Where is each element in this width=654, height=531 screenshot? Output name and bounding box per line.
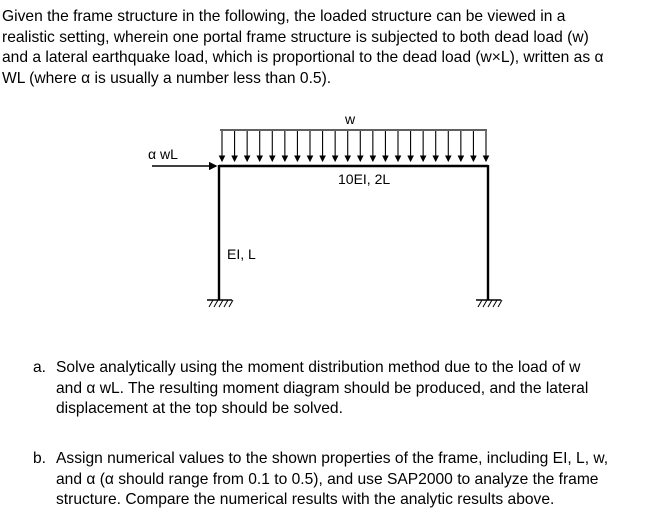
intro-line: Given the frame structure in the following, the loaded structure can be viewed in a xyxy=(2,8,566,25)
beam-label: 10EI, 2L xyxy=(338,171,391,187)
question-line: Assign numerical values to the shown properties of the frame, including EI, L, w, xyxy=(56,450,609,467)
intro-line: WL (where α is usually a number less than 0.5). xyxy=(2,69,332,87)
lateral-load-label: α wL xyxy=(148,146,178,162)
distributed-load-label: w xyxy=(345,111,356,127)
intro-line: and a lateral earthquake load, which is proportional to the dead load (w×L), written as α xyxy=(2,49,604,66)
left-fixed-support xyxy=(207,300,233,307)
question-line: Solve analytically using the moment distribution method due to the load of w xyxy=(56,359,581,376)
question-marker: b. xyxy=(33,450,47,467)
right-fixed-support xyxy=(476,300,502,307)
distributed-load-arrows xyxy=(222,131,486,161)
intro-line: realistic setting, wherein one portal frame structure is subjected to both dead load (w) xyxy=(2,28,589,46)
column-label: EI, L xyxy=(227,246,256,262)
question-line: and α (α should range from 0.1 to 0.5), and use SAP2000 to analyze the frame xyxy=(56,470,599,488)
question-line: displacement at the top should be solved. xyxy=(56,400,343,417)
question-marker: a. xyxy=(33,359,47,376)
question-line: structure. Compare the numerical results with the analytic results above. xyxy=(56,491,555,508)
question-line: and α wL. The resulting moment diagram should be produced, and the lateral xyxy=(56,379,589,397)
